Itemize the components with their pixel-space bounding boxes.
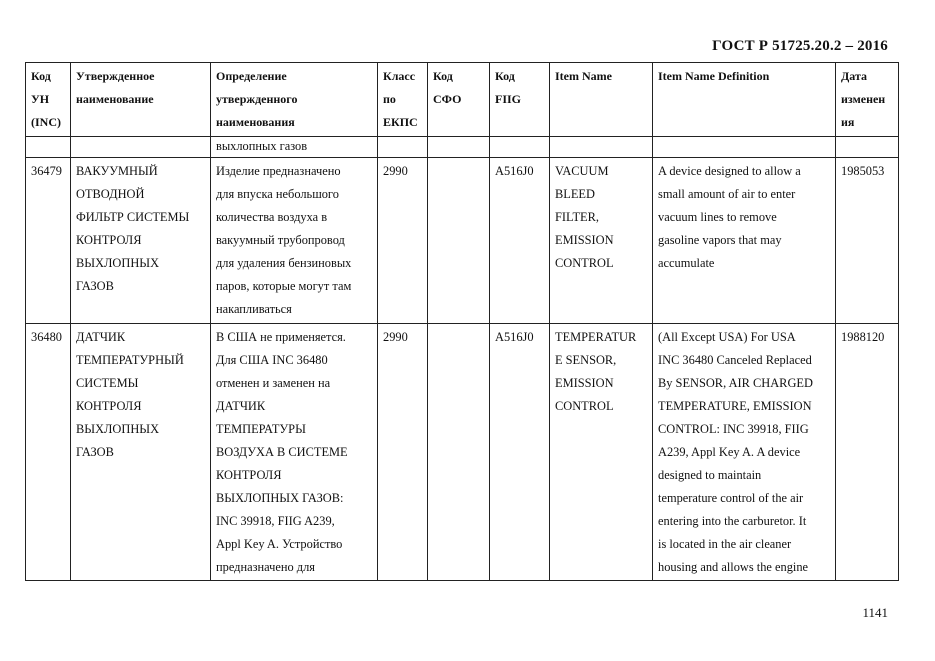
- header-fiig-code: Код FIIG: [490, 63, 550, 137]
- header-inc: Код УН (INC): [26, 63, 71, 137]
- table-cell: [378, 137, 428, 158]
- header-sfo-code: Код СФО: [428, 63, 490, 137]
- definition-cell: В США не применяется. Для США INC 36480 отменен и заменен на ДАТЧИК ТЕМПЕРАТУРЫ ВОЗДУХА В СИСТЕМЕ КОНТРОЛЯ ВЫХЛОПНЫХ ГАЗОВ: INC 39918, FIIG A239, Appl Key A. Устройство предназначено для: [211, 324, 378, 581]
- item-definition-cell: A device designed to allow a small amount of air to enter vacuum lines to remove gasoline vapors that may accumulate: [653, 158, 836, 324]
- page-number: 1141: [862, 605, 888, 620]
- inc-cell: 36479: [26, 158, 71, 324]
- document-title: ГОСТ Р 51725.20.2 – 2016: [712, 38, 888, 54]
- table-cell: [490, 137, 550, 158]
- classification-table: [25, 62, 899, 581]
- sfo-cell: [428, 324, 490, 581]
- sfo-cell: [428, 158, 490, 324]
- table-cell: [428, 137, 490, 158]
- fiig-cell: A516J0: [490, 158, 550, 324]
- date-cell: 1988120: [836, 324, 899, 581]
- header-ekps-class: Класс по ЕКПС: [378, 63, 428, 137]
- table-cell: выхлопных газов: [211, 137, 378, 158]
- header-item-name-definition: Item Name Definition: [653, 63, 836, 137]
- table-row: [26, 324, 899, 581]
- header-approved-name: Утвержденное наименование: [71, 63, 211, 137]
- approved-name-cell: ДАТЧИК ТЕМПЕРАТУРНЫЙ СИСТЕМЫ КОНТРОЛЯ ВЫХЛОПНЫХ ГАЗОВ: [71, 324, 211, 581]
- definition-cell: Изделие предназначено для впуска небольшого количества воздуха в вакуумный трубопровод для удаления бензиновых паров, которые могут там накапливаться: [211, 158, 378, 324]
- header-definition: Определение утвержденного наименования: [211, 63, 378, 137]
- item-definition-cell: (All Except USA) For USA INC 36480 Canceled Replaced By SENSOR, AIR CHARGED TEMPERATURE, EMISSION CONTROL: INC 39918, FIIG A239, Appl Key A. A device designed to maintain temperature control of the air entering into the carburetor. It is located in the air cleaner housing and allows the engine: [653, 324, 836, 581]
- table-row: [26, 158, 899, 324]
- inc-cell: 36480: [26, 324, 71, 581]
- table-cell: [26, 137, 71, 158]
- header-change-date: Дата изменен ия: [836, 63, 899, 137]
- fiig-cell: A516J0: [490, 324, 550, 581]
- table-cell: [71, 137, 211, 158]
- approved-name-cell: ВАКУУМНЫЙ ОТВОДНОЙ ФИЛЬТР СИСТЕМЫ КОНТРОЛЯ ВЫХЛОПНЫХ ГАЗОВ: [71, 158, 211, 324]
- table-row-continuation: [26, 137, 899, 158]
- item-name-cell: TEMPERATUR E SENSOR, EMISSION CONTROL: [550, 324, 653, 581]
- item-name-cell: VACUUM BLEED FILTER, EMISSION CONTROL: [550, 158, 653, 324]
- header-item-name: Item Name: [550, 63, 653, 137]
- table-cell: [836, 137, 899, 158]
- table-header-row: [26, 63, 899, 137]
- ekps-cell: 2990: [378, 158, 428, 324]
- table-cell: [550, 137, 653, 158]
- date-cell: 1985053: [836, 158, 899, 324]
- table-cell: [653, 137, 836, 158]
- ekps-cell: 2990: [378, 324, 428, 581]
